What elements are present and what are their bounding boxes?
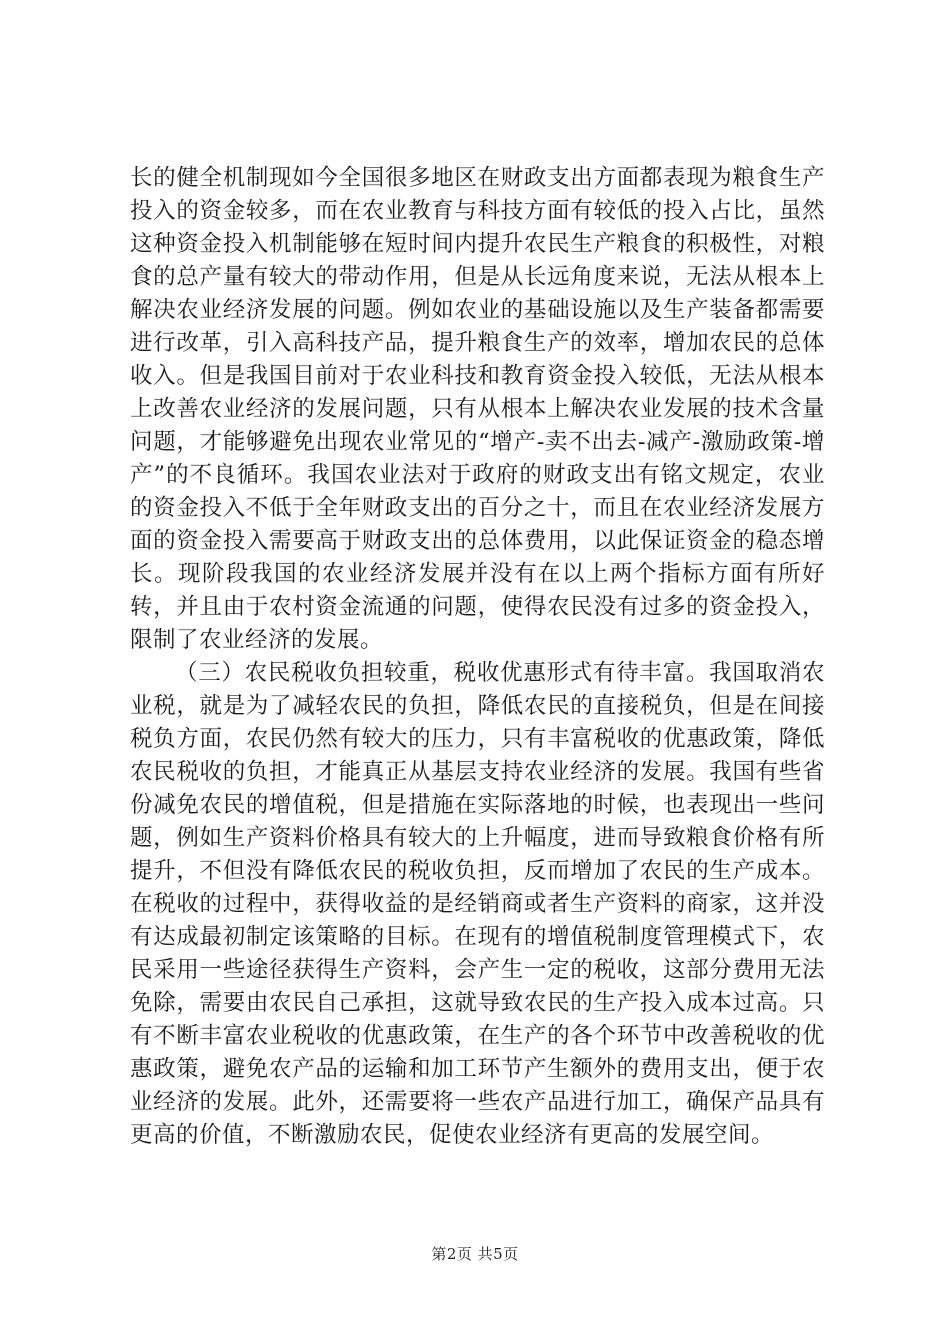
body-paragraph: （三）农民税收负担较重，税收优惠形式有待丰富。我国取消农业税，就是为了减轻农民的负担，降低农民的直接税负，但是在间接税负方面，农民仍然有较大的压力，只有丰富税收的优惠政策，降低农民税收的负担，才能真正从基层支持农业经济的发展。我国有些省份减免农民的增值税，但是措施在实际落地的时候，也表现出一些问题，例如生产资料价格具有较大的上升幅度，进而导致粮食价格有所提升，不但没有降低农民的税收负担，反而增加了农民的生产成本。在税收的过程中，获得收益的是经销商或者生产资料的商家，这并没有达成最初制定该策略的目标。在现有的增值税制度管理模式下，农民采用一些途径获得生产资料，会产生一定的税收，这部分费用无法免除，需要由农民自己承担，这就导致农民的生产投入成本过高。只有不断丰富农业税收的优惠政策，在生产的各个环节中改善税收的优惠政策，避免农产品的运输和加工环节产生额外的费用支出，便于农业经济的发展。此外，还需要将一些农产品进行加工，确保产品具有更高的价值，不断激励农民，促使农业经济有更高的发展空间。	[130, 660, 825, 1148]
body-paragraph: 长的健全机制现如今全国很多地区在财政支出方面都表现为粮食生产投入的资金较多，而在农业教育与科技方面有较低的投入占比，虽然这种资金投入机制能够在短时间内提升农民生产粮食的积极性，对粮食的总产量有较大的带动作用，但是从长远角度来说，无法从根本上解决农业经济发展的问题。例如农业的基础设施以及生产装备都需要进行改革，引入高科技产品，提升粮食生产的效率，增加农民的总体收入。但是我国目前对于农业科技和教育资金投入较低，无法从根本上改善农业经济的发展问题，只有从根本上解决农业发展的技术含量问题，才能够避免出现农业常见的“增产-卖不出去-减产-激励政策-增产”的不良循环。我国农业法对于政府的财政支出有铭文规定，农业的资金投入不低于全年财政支出的百分之十，而且在农业经济发展方面的资金投入需要高于财政支出的总体费用，以此保证资金的稳态增长。现阶段我国的农业经济发展并没有在以上两个指标方面有所好转，并且由于农村资金流通的问题，使得农民没有过多的资金投入，限制了农业经济的发展。	[130, 165, 825, 653]
document-body	[130, 162, 825, 1152]
page-number-footer: 第2页 共5页	[431, 1245, 519, 1263]
